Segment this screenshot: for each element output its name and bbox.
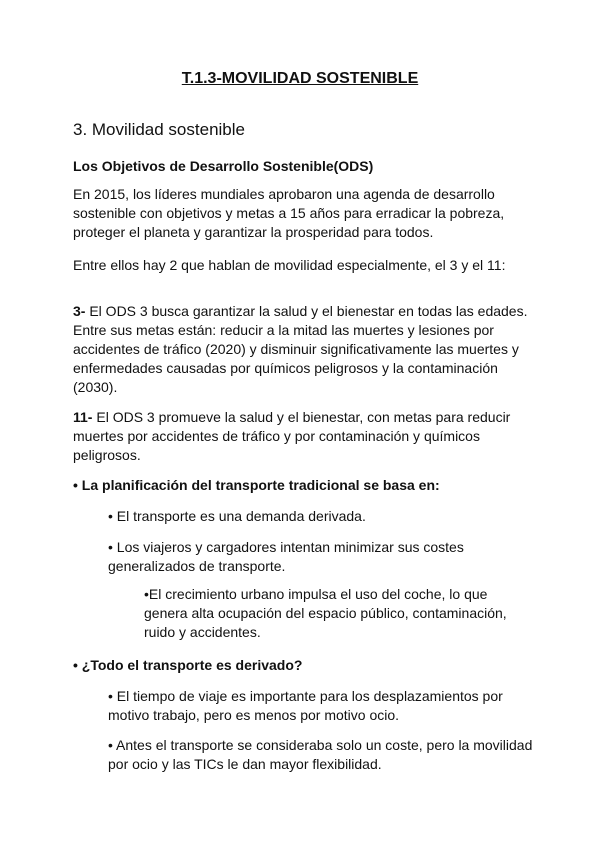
bullet-derived-item-1: • El tiempo de viaje es importante para los desplazamientos por motivo trabajo, pero es menos por motivo ocio. [108,688,503,723]
bullet-planning-heading: • La planificación del transporte tradicional se basa en: [73,477,440,493]
bullet-planning-item-1: • El transporte es una demanda derivada. [108,508,366,524]
intro-paragraph: En 2015, los líderes mundiales aprobaron una agenda de desarrollo sostenible con objetivos y metas a 15 años para erradicar la pobreza, proteger el planeta y garantizar la prosperidad para todos. [73,186,505,240]
ods11-paragraph [73,408,533,465]
ods11-label: 11- [73,409,93,425]
mobility-intro-paragraph: Entre ellos hay 2 que hablan de movilidad especialmente, el 3 y el 11: [73,257,506,273]
bullet-derived-heading: • ¿Todo el transporte es derivado? [73,657,303,673]
ods3-label: 3- [73,303,86,319]
bullet-derived-item-2: • Antes el transporte se consideraba solo un coste, pero la movilidad por ocio y las TICs le dan mayor flexibilidad. [108,737,533,772]
bullet-planning-subitem: •El crecimiento urbano impulsa el uso del coche, lo que genera alta ocupación del espacio público, contaminación, ruido y accidentes. [144,586,507,640]
page-title: T.1.3-MOVILIDAD SOSTENIBLE [181,70,419,87]
ods11-text: El ODS 3 promueve la salud y el bienestar, con metas para reducir muertes por accidentes de tráfico y por contaminación y químicos peligrosos. [73,409,511,463]
section-heading: 3. Movilidad sostenible [73,120,245,139]
bullet-planning-item-2: • Los viajeros y cargadores intentan minimizar sus costes generalizados de transporte. [108,539,464,574]
ods3-paragraph [73,302,533,397]
ods3-text: El ODS 3 busca garantizar la salud y el bienestar en todas las edades. Entre sus metas están: reducir a la mitad las muertes y lesiones por accidentes de tráfico (2020) y disminuir significativamente las muertes y enfermedades causadas por químicos peligrosos y la contaminación (2030). [73,303,528,395]
subheading-ods: Los Objetivos de Desarrollo Sostenible(ODS) [73,158,374,174]
